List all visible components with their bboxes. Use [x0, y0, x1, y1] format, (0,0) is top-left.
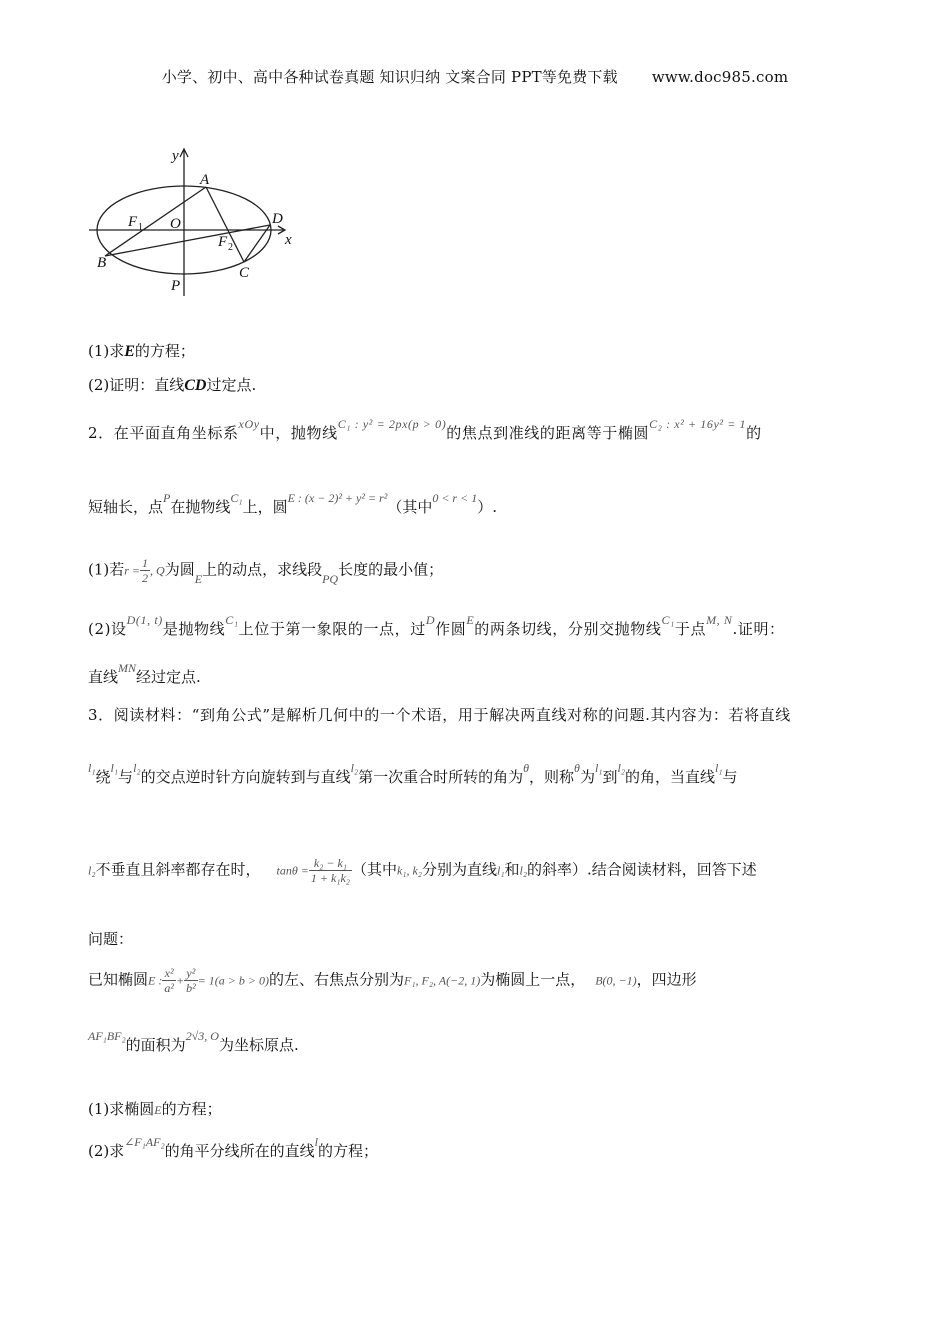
math-text: 为圆: [164, 560, 195, 579]
math-text: 为椭圆上一点，: [480, 970, 586, 989]
math-text: 分别为直线: [421, 860, 497, 879]
math-text: D: [425, 613, 436, 627]
math-text: C₁: [661, 613, 675, 627]
math-text: = 1(a > b > 0): [197, 973, 269, 988]
p2-question-1: [88, 556, 443, 585]
math-text: l₁: [110, 761, 119, 775]
label-y: y: [172, 148, 179, 164]
math-text: 到: [602, 768, 618, 786]
math-text: (1)若: [88, 560, 125, 579]
math-text: l₂: [617, 761, 626, 775]
math-text: 2．在平面直角坐标系: [88, 424, 239, 442]
label-C: C: [239, 265, 250, 281]
math-text: l₂: [133, 761, 141, 775]
p2-question-2: [88, 613, 785, 639]
fraction-x2-a2: [162, 966, 176, 995]
label-D: D: [272, 211, 283, 227]
p3-line-4: 问题：: [88, 930, 134, 948]
label-F1: F: [128, 214, 138, 230]
math-text: , Q: [150, 563, 165, 578]
math-text: ）.: [477, 498, 497, 516]
math-text: 2: [142, 571, 149, 585]
p3-line-1: 3．阅读材料：“到角公式”是解析几何中的一个术语，用于解决两直线对称的问题.其内容为：若将直线: [88, 706, 791, 724]
math-text: 和: [504, 860, 520, 879]
math-text: C₁: [230, 491, 243, 505]
math-text: MN: [118, 661, 137, 675]
math-text: AF₁BF₂: [88, 1029, 126, 1043]
p2-line-1: [88, 417, 762, 443]
math-text: 的角，当直线: [625, 768, 716, 786]
math-text: 与: [118, 768, 134, 786]
math-text: (2)设: [88, 620, 127, 638]
math-text: a²: [164, 981, 174, 995]
label-A: A: [200, 172, 210, 188]
math-text: 的方程；: [318, 1142, 379, 1160]
math-text: 在抛物线: [170, 498, 231, 516]
p3-line-6: [88, 1029, 299, 1055]
label-F1-sub: 1: [138, 222, 143, 233]
math-text: F₁, F₂, A(−2, 1): [403, 973, 481, 988]
math-text: 1: [142, 556, 149, 570]
math-text: B(0, −1): [595, 973, 637, 988]
math-text: +: [175, 973, 185, 988]
p3-line-2: [88, 761, 738, 787]
math-text: C₁ : y² = 2px(p > 0): [337, 417, 447, 431]
math-text: l₂: [350, 761, 359, 775]
math-text: l₁: [715, 761, 723, 775]
math-text: 于点: [674, 620, 707, 638]
ellipse-figure: [84, 146, 314, 302]
p2-line-2: [88, 491, 497, 517]
math-text: 长度的最小值；: [338, 560, 444, 579]
math-text: 作圆: [435, 620, 467, 638]
label-F2: F: [218, 234, 228, 250]
math-text: 直线: [88, 668, 119, 686]
math-text: θ: [523, 761, 530, 775]
label-P: P: [171, 278, 181, 294]
math-text: 1 + k₁k₂: [310, 871, 350, 885]
math-text: 为: [579, 768, 595, 786]
math-text: l₂: [88, 863, 96, 878]
math-text: 上的动点，求线段: [202, 560, 323, 579]
p1-question-2: [88, 374, 256, 395]
math-text: ∠F₁AF₂: [124, 1135, 165, 1149]
math-text: .证明：: [732, 620, 785, 638]
math-text: 0 < r < 1: [432, 491, 478, 505]
math-text: (1)求: [88, 342, 125, 360]
math-text: 的面积为: [125, 1036, 186, 1054]
math-text: 经过定点.: [136, 668, 201, 686]
fraction-tan-formula: [309, 856, 352, 885]
math-text: 绕: [95, 768, 111, 786]
math-text: 第一次重合时所转的角为: [358, 768, 524, 786]
math-text: PQ: [322, 571, 339, 586]
label-B: B: [97, 255, 107, 271]
segment-AB: [105, 187, 206, 256]
math-text: 的左、右焦点分别为: [268, 970, 404, 989]
page-header: [0, 66, 950, 87]
math-text: 为坐标原点.: [218, 1036, 299, 1054]
math-text: P: [163, 491, 171, 505]
p3-line-3: [88, 856, 757, 885]
math-text: E : (x − 2)² + y² = r²: [287, 491, 388, 505]
math-text: C₂ : x² + 16y² = 1: [649, 417, 747, 431]
label-O: O: [170, 216, 181, 232]
math-text: 的两条切线，分别交抛物线: [474, 620, 662, 638]
math-text: ，则称: [529, 768, 575, 786]
math-text: E: [124, 343, 135, 360]
math-text: xOy: [238, 417, 260, 431]
math-text: (2)证明：直线: [88, 376, 185, 394]
fraction-y2-b2: [184, 966, 198, 995]
math-text: x²: [162, 966, 176, 981]
math-text: 与: [722, 768, 738, 786]
fraction-one-half: [140, 556, 150, 585]
p3-line-5: [88, 966, 697, 995]
math-text: 的: [746, 424, 762, 442]
math-text: l₁: [88, 761, 96, 775]
math-text: 的斜率）.结合阅读材料，回答下述: [527, 860, 757, 879]
math-text: l: [314, 1135, 318, 1149]
math-text: E: [466, 613, 475, 627]
math-text: E: [194, 571, 203, 586]
math-text: （其中: [351, 860, 397, 879]
math-text: 的交点逆时针方向旋转到与直线: [140, 768, 351, 786]
math-text: l₁: [496, 863, 505, 878]
math-text: k₁, k₂: [396, 863, 422, 878]
math-text: 已知椭圆: [88, 970, 149, 989]
math-text: D(1, t): [126, 613, 163, 627]
math-text: 2√3, O: [185, 1029, 219, 1043]
segment-AC: [206, 187, 244, 262]
math-text: r =: [124, 563, 141, 578]
math-text: 上位于第一象限的一点，过: [238, 620, 426, 638]
label-F2-sub: 2: [228, 242, 233, 253]
math-text: M, N: [706, 613, 733, 627]
math-text: 的焦点到准线的距离等于椭圆: [446, 424, 650, 442]
math-text: 上，圆: [242, 498, 288, 516]
math-text: y²: [184, 966, 198, 981]
math-text: (1)求椭圆: [88, 1100, 155, 1118]
math-text: tanθ =: [276, 863, 309, 878]
math-text: 是抛物线: [162, 620, 226, 638]
label-x: x: [285, 232, 292, 248]
math-text: CD: [184, 377, 207, 394]
math-text: ，四边形: [636, 970, 697, 989]
math-text: 的方程；: [134, 342, 195, 360]
math-text: 过定点.: [206, 376, 257, 394]
math-text: (2)求: [88, 1142, 125, 1160]
header-text: 小学、初中、高中各种试卷真题 知识归纳 文案合同 PPT等免费下载: [161, 68, 618, 86]
math-text: l₁: [594, 761, 603, 775]
p1-question-1: [88, 340, 195, 361]
header-site-link[interactable]: www.doc985.com: [651, 68, 789, 86]
math-text: b²: [186, 981, 196, 995]
math-text: E: [154, 1103, 162, 1117]
math-text: k₂ − k₁: [309, 856, 352, 871]
p3-question-1: [88, 1098, 222, 1119]
math-text: θ: [574, 761, 580, 775]
math-text: C₁: [225, 613, 239, 627]
math-text: E :: [148, 973, 163, 988]
math-text: 的方程；: [161, 1100, 222, 1118]
math-text: （其中: [387, 498, 433, 516]
p2-question-2-cont: [88, 661, 201, 687]
math-text: 中，抛物线: [259, 424, 338, 442]
math-text: l₂: [519, 863, 528, 878]
p3-question-2: [88, 1135, 379, 1161]
math-text: 短轴长，点: [88, 498, 164, 516]
math-text: 不垂直且斜率都存在时，: [95, 860, 261, 879]
math-text: 的角平分线所在的直线: [164, 1142, 315, 1160]
